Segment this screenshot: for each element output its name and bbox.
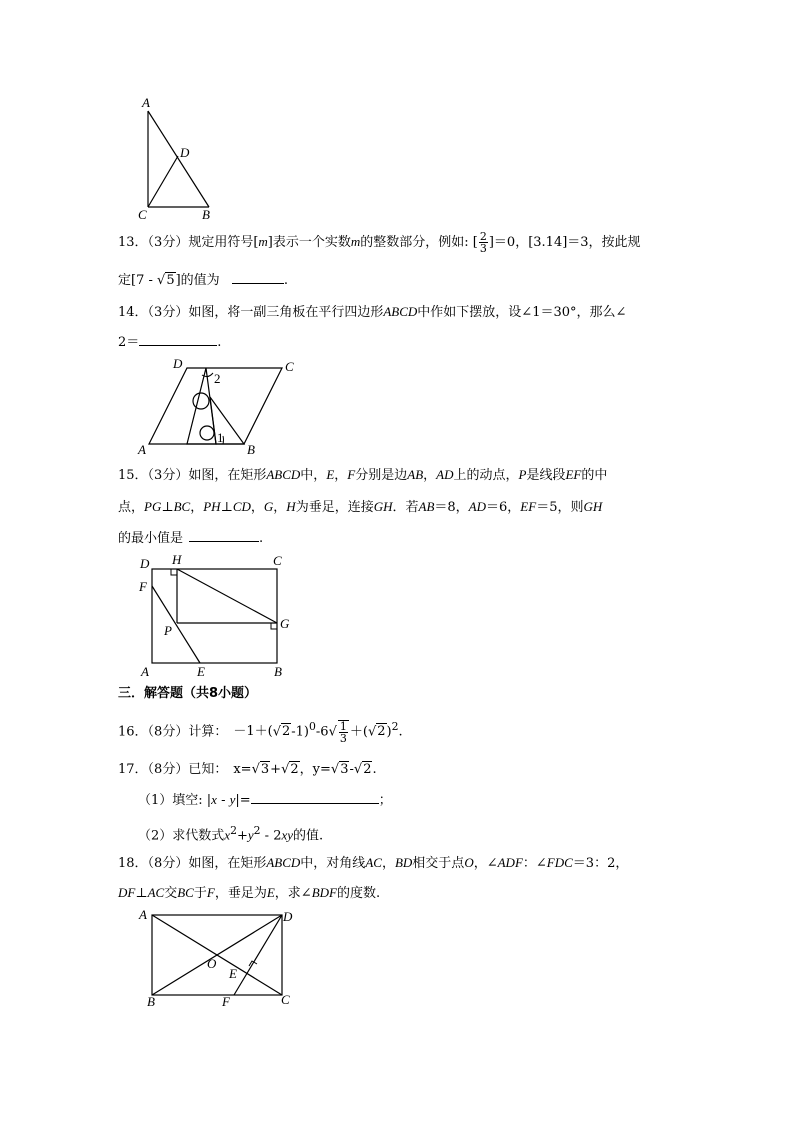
sqrt-2: 2 bbox=[377, 724, 386, 740]
var-gh: GH bbox=[583, 499, 603, 514]
label-b: B bbox=[247, 442, 255, 457]
q13-text: ]＝0，[3.14]＝3，按此规 bbox=[488, 235, 641, 250]
label-b: B bbox=[202, 207, 210, 222]
var-m: m bbox=[258, 234, 268, 249]
q17-part2 bbox=[138, 822, 323, 845]
answer-blank-15[interactable] bbox=[189, 529, 259, 542]
q15-text: ⊥ bbox=[161, 500, 174, 515]
q15-text: ， bbox=[423, 468, 437, 483]
q17-expr: ， bbox=[299, 762, 313, 777]
var-abcd: ABCD bbox=[266, 467, 301, 482]
angle-2-arc bbox=[202, 373, 213, 377]
q18-line2 bbox=[118, 884, 380, 903]
q15-line3 bbox=[118, 529, 263, 548]
q17-expr: y= bbox=[312, 762, 331, 777]
label-a: A bbox=[138, 442, 146, 457]
var-df: DF bbox=[118, 885, 136, 900]
q15-line2 bbox=[118, 498, 602, 517]
q13-end: . bbox=[283, 273, 288, 288]
q14-score: （3分） bbox=[147, 305, 189, 320]
q16-expr: -1) bbox=[291, 724, 310, 740]
fraction-2-3 bbox=[479, 231, 488, 254]
q17-part1-text: （1）填空: | bbox=[138, 793, 212, 808]
section-heading: 三．解答题（共8小题） bbox=[118, 686, 258, 701]
q18-text: ：∠ bbox=[522, 856, 547, 871]
var-cd: CD bbox=[232, 499, 251, 514]
q16-expr: ＋( bbox=[349, 724, 368, 740]
q18-text: 于 bbox=[193, 886, 207, 901]
q15-text: 的最小值是 bbox=[118, 531, 184, 546]
q17-part2-text: （2）求代数式 bbox=[138, 828, 225, 844]
q17-expr: x= bbox=[233, 762, 252, 777]
q18-text: 中，对角线 bbox=[300, 856, 366, 871]
var-abcd: ABCD bbox=[266, 855, 301, 870]
ruler-hole-lower bbox=[200, 426, 214, 440]
q13-line1 bbox=[118, 231, 641, 254]
q16-score: （8分） bbox=[147, 724, 189, 740]
q17-part1 bbox=[138, 791, 392, 810]
q15-text: ， bbox=[250, 500, 264, 515]
var-x: x bbox=[224, 827, 231, 843]
frac-denominator: 3 bbox=[339, 731, 347, 745]
q13-score: （3分） bbox=[147, 235, 189, 250]
q17-score: （8分） bbox=[147, 762, 189, 777]
label-a: A bbox=[139, 907, 147, 922]
q18-text: 相交于点 bbox=[412, 856, 465, 871]
label-e: E bbox=[229, 966, 237, 981]
figure-triangle-abc bbox=[130, 92, 230, 222]
exponent-2: 2 bbox=[253, 824, 261, 837]
segment-cd bbox=[148, 156, 178, 207]
q13-number: 13． bbox=[118, 235, 148, 250]
q15-text: 的中 bbox=[581, 468, 608, 483]
var-f: F bbox=[206, 885, 215, 900]
label-angle-2: 2 bbox=[214, 371, 221, 386]
var-ph: PH bbox=[203, 499, 221, 514]
label-a: A bbox=[142, 95, 150, 110]
var-ac: AC bbox=[147, 885, 165, 900]
segment-fe bbox=[152, 586, 200, 663]
var-o: O bbox=[464, 855, 474, 870]
label-c: C bbox=[138, 207, 147, 222]
q15-text: 分别是边 bbox=[355, 468, 408, 483]
label-h: H bbox=[172, 552, 182, 567]
var-p: P bbox=[518, 467, 527, 482]
frac-numerator: 1 bbox=[339, 719, 347, 733]
q17-line: 17．（8分）已知： x=√3+√2，y=√3-√2. bbox=[118, 762, 377, 777]
q15-text: 点， bbox=[118, 500, 145, 515]
sqrt-3: 3 bbox=[340, 762, 349, 777]
label-g: G bbox=[280, 616, 290, 631]
q18-text: ，∠ bbox=[473, 856, 498, 871]
q15-text: ．若 bbox=[392, 500, 419, 515]
q16-end: . bbox=[398, 724, 403, 740]
q18-number: 18． bbox=[118, 856, 148, 871]
q15-text: ， bbox=[334, 468, 348, 483]
q17-part2-text: + bbox=[236, 828, 248, 844]
label-a: A bbox=[141, 664, 149, 679]
q18-text: ⊥ bbox=[135, 886, 148, 901]
answer-blank-13[interactable] bbox=[232, 271, 284, 284]
exponent-2: 2 bbox=[391, 720, 399, 733]
q17-expr: + bbox=[270, 762, 282, 777]
q17-part2-text: - 2 bbox=[260, 828, 282, 844]
q15-text: ， bbox=[273, 500, 287, 515]
sqrt-5: 5 bbox=[166, 273, 175, 288]
var-ab: AB bbox=[418, 499, 435, 514]
q14-number: 14． bbox=[118, 305, 148, 320]
label-c: C bbox=[281, 992, 290, 1007]
q14-text: 中作如下摆放，设∠1＝30°，那么∠ bbox=[417, 305, 627, 320]
label-b: B bbox=[274, 664, 282, 679]
label-c: C bbox=[273, 553, 282, 568]
q15-text: ⊥ bbox=[220, 500, 233, 515]
q17-part1-text: |= bbox=[235, 793, 251, 808]
q18-text: 的度数. bbox=[336, 886, 381, 901]
answer-blank-14[interactable] bbox=[139, 333, 217, 346]
q17-part2-text: 的值. bbox=[293, 828, 324, 844]
q18-text: ，垂足为 bbox=[214, 886, 267, 901]
label-p: P bbox=[164, 623, 172, 638]
exponent-0: 0 bbox=[309, 720, 316, 733]
var-g: G bbox=[263, 499, 274, 514]
var-abcd: ABCD bbox=[383, 304, 418, 319]
label-d: D bbox=[180, 145, 190, 160]
var-bd: BD bbox=[394, 855, 413, 870]
right-angle-g bbox=[271, 623, 277, 629]
var-h: H bbox=[286, 499, 296, 514]
q18-text: 如图，在矩形 bbox=[188, 856, 267, 871]
q13-text: 规定用符号[ bbox=[188, 235, 259, 250]
q15-text: ＝5，则 bbox=[536, 500, 584, 515]
q15-text: 中， bbox=[300, 468, 327, 483]
var-ad: AD bbox=[468, 499, 487, 514]
var-m: m bbox=[350, 234, 361, 249]
q17-number: 17． bbox=[118, 762, 148, 777]
frac-denominator: 3 bbox=[479, 242, 487, 255]
var-ab: AB bbox=[407, 467, 424, 482]
q14-text: 如图，将一副三角板在平行四边形 bbox=[188, 305, 384, 320]
label-e: E bbox=[197, 664, 205, 679]
q15-number: 15． bbox=[118, 468, 148, 483]
q13-text: 定[7 - bbox=[118, 273, 158, 288]
q15-text: 上的动点， bbox=[453, 468, 519, 483]
q14-end: . bbox=[217, 335, 222, 350]
frac-numerator: 2 bbox=[479, 230, 487, 243]
var-bdf: BDF bbox=[311, 885, 337, 900]
q18-line1 bbox=[118, 854, 628, 873]
q17-end: . bbox=[372, 762, 377, 777]
var-adf: ADF bbox=[497, 855, 523, 870]
q16-expr: ) bbox=[386, 724, 392, 740]
var-y: y bbox=[247, 827, 254, 843]
q14-line2 bbox=[118, 333, 221, 352]
q13-line2: 定[7 - √5]的值为 . bbox=[118, 273, 288, 288]
q16-number: 16． bbox=[118, 724, 148, 740]
label-d: D bbox=[173, 356, 183, 371]
q16-text: 计算： bbox=[188, 724, 228, 740]
var-bc: BC bbox=[177, 885, 194, 900]
var-pg: PG bbox=[144, 499, 162, 514]
q18-text: ， bbox=[381, 856, 395, 871]
q18-text: ＝3：2， bbox=[572, 856, 629, 871]
q14-text: 2＝ bbox=[118, 335, 140, 350]
var-fdc: FDC bbox=[546, 855, 573, 870]
var-ac: AC bbox=[365, 855, 382, 870]
q18-score: （8分） bbox=[147, 856, 189, 871]
q17-part1-end: ； bbox=[378, 793, 392, 808]
label-c: C bbox=[285, 359, 294, 374]
q15-line1 bbox=[118, 466, 607, 485]
var-xy: xy bbox=[281, 827, 294, 843]
sqrt-fraction-1-3 bbox=[338, 720, 349, 744]
var-e: E bbox=[266, 885, 275, 900]
label-angle-1: 1 bbox=[217, 430, 224, 445]
q13-text: ]表示一个实数 bbox=[267, 235, 351, 250]
q15-end: . bbox=[259, 531, 264, 546]
q17-text: 已知： bbox=[188, 762, 228, 777]
label-d: D bbox=[283, 909, 293, 924]
q15-text: 为垂足，连接 bbox=[295, 500, 374, 515]
figure-rectangle-abcd-18 bbox=[136, 905, 301, 1010]
q18-text: ，求∠ bbox=[274, 886, 312, 901]
var-x: x bbox=[211, 792, 217, 807]
label-f: F bbox=[222, 994, 230, 1009]
sqrt-2: 2 bbox=[290, 762, 299, 777]
right-angle-h bbox=[171, 569, 177, 575]
sqrt-2: 2 bbox=[281, 724, 291, 740]
triangle-ruler-45 bbox=[210, 397, 244, 444]
segment-df bbox=[234, 915, 282, 995]
q16-expr: －1＋( bbox=[233, 724, 273, 740]
q16-expr: -6 bbox=[315, 724, 329, 740]
label-f: F bbox=[139, 579, 147, 594]
answer-blank-17[interactable] bbox=[251, 791, 379, 804]
exponent-2: 2 bbox=[230, 824, 237, 837]
var-f: F bbox=[347, 467, 356, 482]
q13-text: ]的值为 bbox=[175, 273, 220, 288]
q15-score: （3分） bbox=[147, 468, 189, 483]
q16-line: 16．（8分）计算： $-1+(√2-1)^0-6√$ $\frac{1}{3}$ $+(√2)^2$. bbox=[118, 719, 403, 745]
q15-text: 是线段 bbox=[526, 468, 566, 483]
q15-text: ＝6， bbox=[486, 500, 521, 515]
var-bc: BC bbox=[173, 499, 191, 514]
label-b: B bbox=[147, 994, 155, 1009]
label-o: O bbox=[207, 956, 217, 971]
q17-expr: - bbox=[349, 762, 354, 777]
var-gh: GH bbox=[373, 499, 393, 514]
label-d: D bbox=[140, 556, 150, 571]
segment-hg bbox=[177, 569, 277, 623]
q14-line1 bbox=[118, 303, 626, 322]
figure-parallelogram-abcd bbox=[130, 354, 310, 464]
q17-part1-text: - bbox=[216, 793, 230, 808]
var-ef: EF bbox=[565, 467, 582, 482]
q15-text: ＝8， bbox=[434, 500, 469, 515]
var-ef: EF bbox=[520, 499, 537, 514]
figure-rectangle-abcd-15 bbox=[134, 552, 299, 680]
var-ad: AD bbox=[436, 467, 454, 482]
q15-text: 如图，在矩形 bbox=[188, 468, 267, 483]
var-y: y bbox=[229, 792, 236, 807]
var-e: E bbox=[326, 467, 335, 482]
ruler-hole-upper bbox=[193, 393, 209, 409]
sqrt-2: 2 bbox=[363, 762, 372, 777]
q18-text: 交 bbox=[164, 886, 178, 901]
sqrt-3: 3 bbox=[260, 762, 270, 777]
q15-text: ， bbox=[190, 500, 204, 515]
q13-text: 的整数部分，例如: [ bbox=[360, 235, 478, 250]
